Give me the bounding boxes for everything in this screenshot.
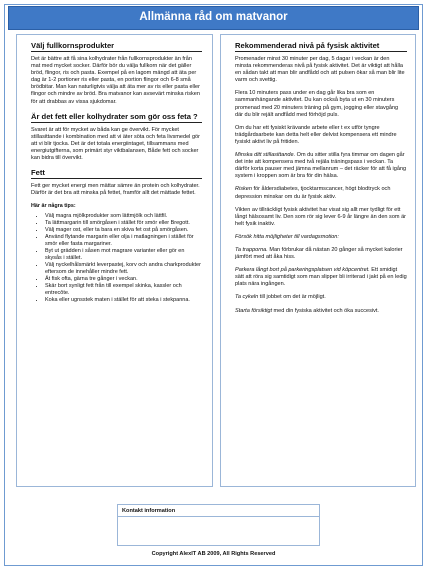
list-item: • Ät fisk ofta, gärna tre gånger i veckan. xyxy=(45,276,202,283)
list-item: • Byt ut grädden i såsen mot magrare varianter eller gör en skysås i stället. xyxy=(45,248,202,262)
emphasis-starta: Starta försiktigt xyxy=(235,307,272,314)
heading-fett-kolhydrater: Är det fett eller kolhydrater som gör oss feta ? xyxy=(31,112,202,123)
tips-list xyxy=(31,213,202,304)
paragraph-fullkorn: Det är bättre att få sina kolhydrater från fullkornsprodukter än från mat med mycket socker. Därför bör du välja fullkorn när det gäller bröd, flingor, ris och pasta. Exempel på en lagom mängd att äta per dag är 1-2 portioner ris eller pasta, en portion flingor och 6-8 små brödbitar. Man kan naturligtvis välja att äta mer av ris eller pasta eller flingor och mindre av bröd. Bra matvanor kan avsevärt minska risken för att drabbas av vissa sjukdomar. xyxy=(31,56,200,105)
heading-fullkorn: Välj fullkornsprodukter xyxy=(31,41,202,52)
paragraph-stillasittande xyxy=(235,152,407,180)
paragraph-pass: Flera 10 minuters pass under en dag går lika bra som en sammanhängande aktivitet. Du kan också byta ut en 30 minuters promenad med 20 minuters träning på gym, jogging eller stavgång där du blir rejält andfådd med förhöjd puls. xyxy=(235,90,399,118)
page-title: Allmänna råd om matvanor xyxy=(139,11,288,23)
left-column xyxy=(16,34,213,487)
list-item: • Välj nyckelhålsmärkt leverpastej, korv och andra charkprodukter eftersom de innehåller mindre fett. xyxy=(45,262,202,276)
list-item: • Välj magra mjölkprodukter som lättmjölk och lättfil. xyxy=(45,213,202,220)
text-cykeln: till jobbet om det är möjligt. xyxy=(258,294,326,301)
paragraph-parkera xyxy=(235,267,407,288)
contact-box xyxy=(117,504,320,546)
tips-heading: Här är några tips: xyxy=(31,203,76,210)
list-item: • Välj mager ost, eller ta bara en skiva fet ost på smörgåsen. xyxy=(45,227,202,234)
paragraph-vikten: Vikten av tillräckligt fysisk aktivitet har visat sig allt mer tydligt för ett långt hälsosamt liv. Den som rör sig lever 6-9 år längre än den som är helt fysik inaktiv. xyxy=(235,206,407,227)
emphasis-trapporna: Ta trapporna. xyxy=(235,246,268,253)
text-stillasittande: Om du sitter stilla fyra timmar om dagen går det inte att kompensera med två rejäla träningspass i veckan. Ta därför korta pauser med jämna mellanrum – det räcker för att få igång system i kroppen som är bra för din hälsa. xyxy=(235,152,407,180)
heading-fysisk-aktivitet: Rekommenderad nivå på fysisk aktivitet xyxy=(235,41,407,52)
text-parkera: Ett smidigt sätt att röra sig samtidigt som man slipper bli irriterad i jakt på en ledig plats nära ingången. xyxy=(235,267,407,288)
paragraph-trapporna xyxy=(235,247,407,261)
paragraph-fett: Fett ger mycket energi men mättar sämre än protein och kolhydrater. Därför är det bra att minska på fettet, framför allt det mättade fettet. xyxy=(31,183,200,197)
paragraph-cykeln xyxy=(235,294,407,301)
paragraph-fett-kolhydrater: Svaret är att för mycket av båda kan ge övervikt. För mycket stillasittande i kombination med att vi äter söta och feta livsmedel gör att vi blir tjocka. Det är det totala energiintaget, tillsammans med energiutgifterna, som primärt styr viktbalansen, Både fett och socker kan bidra till övervikt. xyxy=(31,126,200,162)
list-item: • Skär bort synligt fett från till exempel skinka, kassler och entrecôte. xyxy=(45,283,202,297)
contact-heading: Kontakt information xyxy=(118,505,319,517)
paragraph-vardagsmotion: Försök hitta möjligheter till vardagsmotion: xyxy=(235,233,339,240)
paragraph-arbete: Om du har ett fysiskt krävande arbete eller t ex utför tyngre trädgårdsarbete kan detta helt eller delvist kompensera ett mindre fysiskt aktivt liv på fritiden. xyxy=(235,124,397,145)
emphasis-stillasittande: Minska ditt stillasittande. xyxy=(235,152,296,159)
copyright-footer: Copyright AlexIT AB 2009, All Rights Reserved xyxy=(151,551,276,557)
emphasis-risken: Risken xyxy=(235,186,252,193)
emphasis-cykeln: Ta cykeln xyxy=(235,294,259,301)
right-column xyxy=(220,34,416,487)
text-trapporna: Man förbrukar då nästan 20 gånger så mycket kalorier jämfört med att åka hiss. xyxy=(235,246,403,261)
list-item: • Använd flytande margarin eller olja i matlagningen i stället för smör eller fasta margariner. xyxy=(45,234,202,248)
heading-fett: Fett xyxy=(31,168,202,179)
list-item: • Koka eller ugnsstek maten i stället för att steka i stekpanna. xyxy=(45,297,202,304)
paragraph-starta xyxy=(235,308,407,315)
list-item: • Ta lättmargarin till smörgåsen i stället för smör eller Bregott. xyxy=(45,220,202,227)
emphasis-parkera: Parkera långt bort på parkeringsplatsen vid köpcentret. xyxy=(235,267,370,274)
title-banner xyxy=(8,6,419,30)
paragraph-risken xyxy=(235,186,407,200)
paragraph-promenader: Promenader minst 30 minuter per dag, 5 dagar i veckan är den minsta rekommenderas nivå på fysisk aktivitet. Det är viktigt att hålla en sådan takt att man blir andfådd och att pulsen ökar så man blir lite varm och svettig. xyxy=(235,56,405,84)
text-starta: med din fysiska aktivitet och öka succesivt. xyxy=(272,307,379,314)
text-risken: för åldersdiabetes, tjocktarmscancer, högt blodtryck och depression minskar om du är fysisk aktiv. xyxy=(235,186,391,200)
